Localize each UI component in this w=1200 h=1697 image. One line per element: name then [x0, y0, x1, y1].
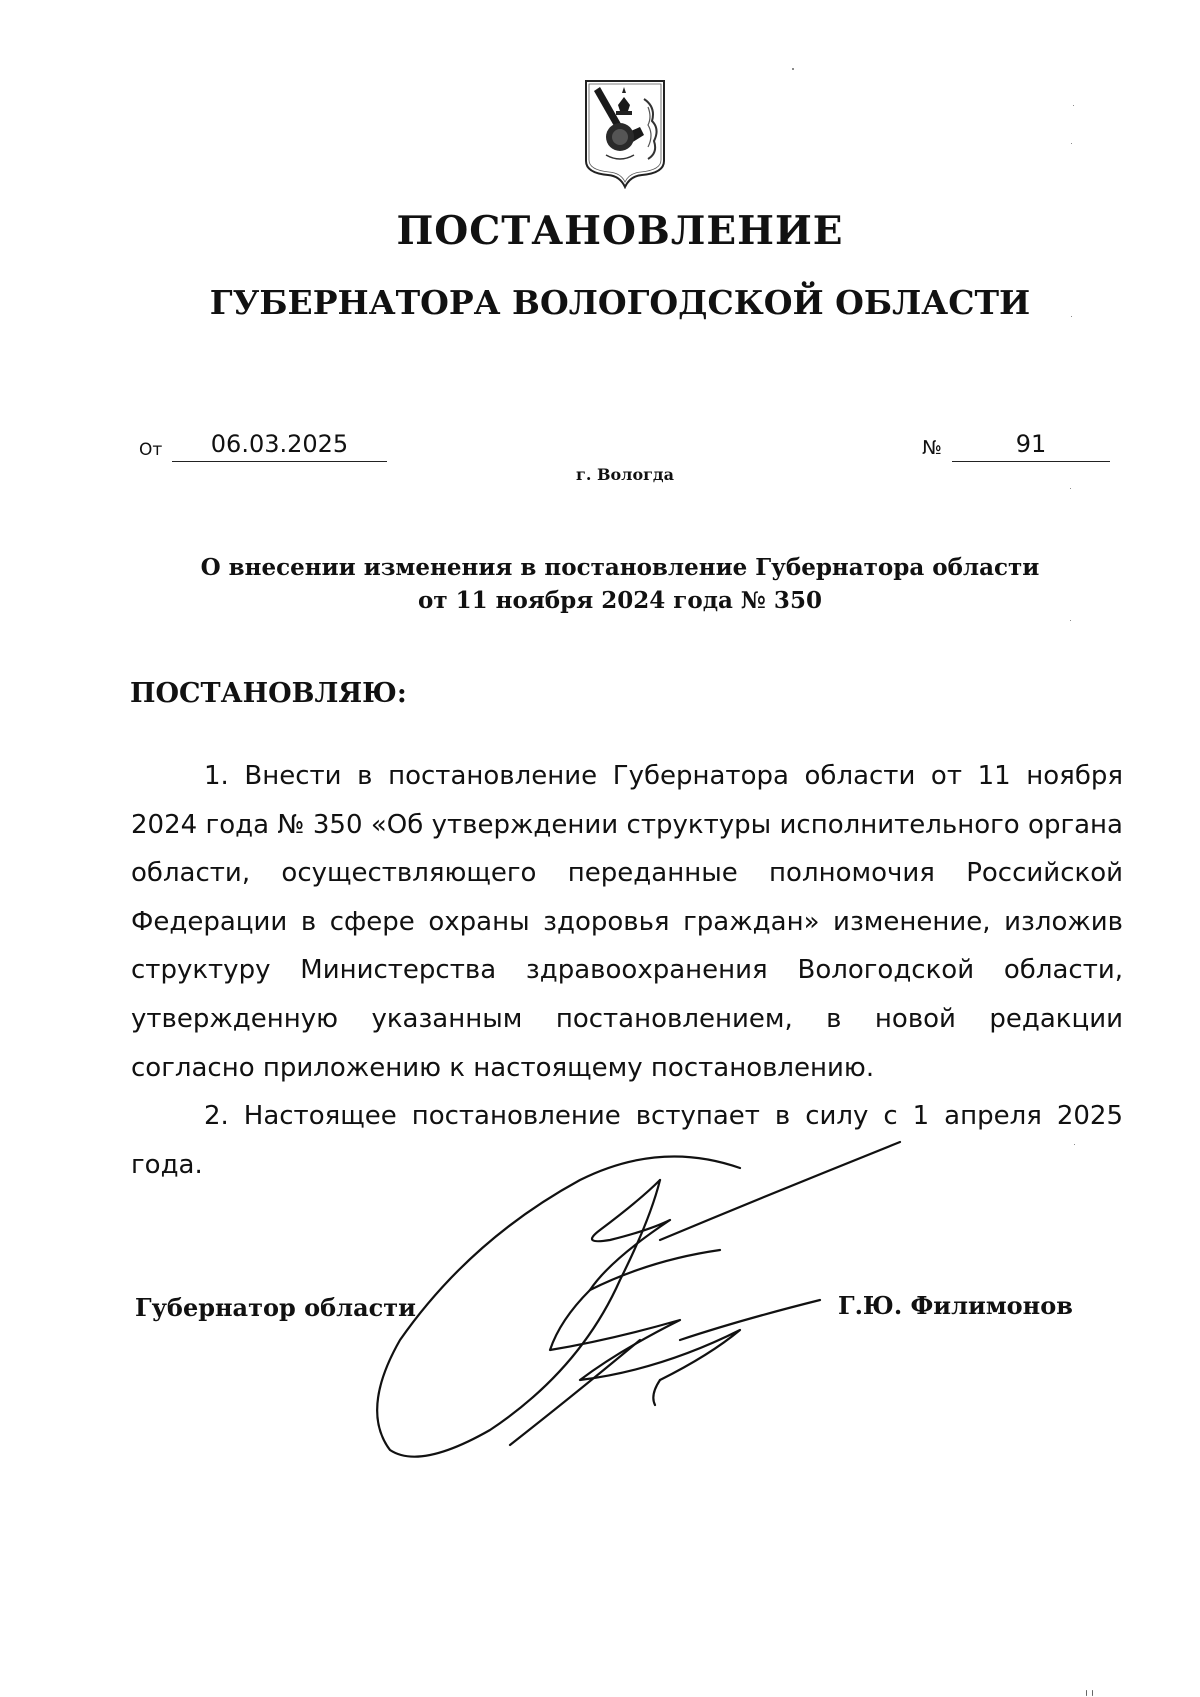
resolve-heading: ПОСТАНОВЛЯЮ:: [130, 678, 407, 709]
city-label: г. Вологда: [576, 465, 674, 484]
scan-speck: [1070, 488, 1071, 489]
scan-speck: [1071, 143, 1072, 144]
scan-speck: [792, 68, 794, 70]
coat-of-arms-icon: [582, 77, 668, 189]
signatory-name: Г.Ю. Филимонов: [838, 1291, 1073, 1320]
paragraph-2: 2. Настоящее постановление вступает в силу с 1 апреля 2025 года.: [131, 1101, 1123, 1180]
document-body: [131, 752, 1123, 1189]
number-prefix: №: [922, 437, 942, 459]
scan-speck: [1073, 105, 1074, 106]
document-date: 06.03.2025: [172, 427, 387, 462]
scan-speck: [1070, 620, 1071, 621]
subject-line-1: О внесении изменения в постановление Губернатора области: [200, 554, 1040, 581]
document-number: 91: [952, 427, 1110, 462]
document-title: ПОСТАНОВЛЕНИЕ: [396, 208, 844, 254]
document-subject: [0, 551, 1200, 617]
scan-speck: [1086, 1690, 1087, 1696]
scan-speck: [1071, 316, 1072, 317]
subject-line-2: от 11 ноября 2024 года № 350: [418, 587, 822, 614]
document-subtitle: ГУБЕРНАТОРА ВОЛОГОДСКОЙ ОБЛАСТИ: [209, 283, 1031, 322]
paragraph-1: 1. Внести в постановление Губернатора области от 11 ноября 2024 года № 350 «Об утверждении структуры исполнительного органа области, осуществляющего переданные полномочия Российской Федерации в сфере охраны здоровья граждан» изменение, изложив структуру Министерства здравоохранения Вологодской области, утвержденную указанным постановлением, в новой редакции согласно приложению к настоящему постановлению.: [131, 761, 1123, 1083]
scan-speck: [1074, 1144, 1075, 1145]
scan-speck: [1092, 1690, 1093, 1696]
signatory-position: Губернатор области: [135, 1293, 416, 1322]
date-prefix: От: [139, 440, 163, 460]
